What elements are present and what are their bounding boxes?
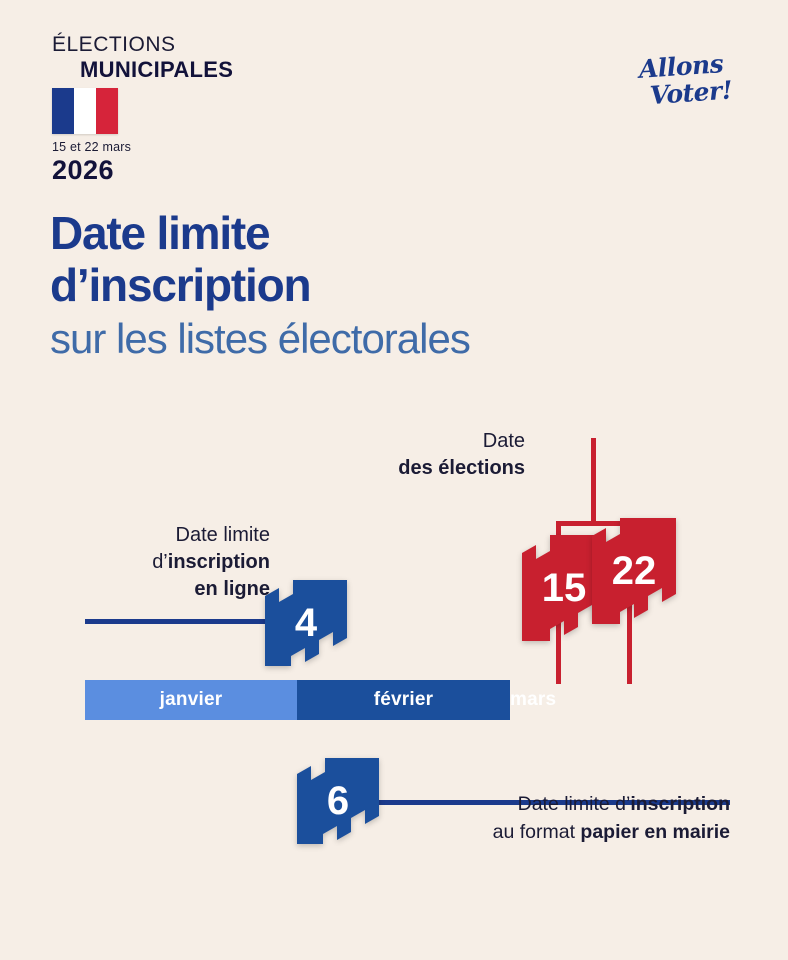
elections-logo [52, 34, 392, 186]
month-bar [85, 680, 730, 720]
callout-elections-line1: Date [482, 430, 525, 452]
marker-day-6: 6 [326, 779, 350, 823]
marker-badge-6 [297, 758, 379, 844]
title-line-3: sur les listes électorales [50, 314, 470, 362]
brand-municipales-label: MUNICIPALES [80, 57, 234, 83]
callout-online-connector [85, 619, 290, 624]
callout-online-line2-prefix: d’ [152, 551, 168, 573]
callout-elections-line2: des élections [398, 457, 525, 479]
marker-day-4: 4 [294, 601, 318, 645]
title-line-2: d’inscription [50, 258, 311, 311]
callout-online-label [70, 522, 270, 603]
marker-badge-4 [265, 580, 347, 666]
callout-online-line3-bold: en ligne [194, 578, 270, 600]
header [52, 34, 752, 184]
marker-day-15: 15 [541, 566, 587, 610]
page-title [50, 208, 750, 364]
flag-row [52, 88, 392, 134]
timeline-figure [0, 400, 788, 900]
marker-badge-22 [592, 518, 676, 624]
month-janvier: janvier [85, 680, 297, 720]
title-line-1: Date limite [50, 207, 270, 259]
brand-year-label: 2026 [52, 155, 115, 186]
callout-paper-line1-prefix: Date limite d’ [517, 793, 631, 815]
french-flag-icon [52, 88, 118, 134]
brand-dates-label: 15 et 22 mars [52, 140, 132, 155]
callout-paper-line2-prefix: au format [492, 821, 581, 844]
marker-day-22: 22 [611, 549, 657, 593]
slogan-line-1: Allons [637, 49, 725, 84]
callout-online-line2-bold: inscription [167, 551, 270, 573]
callout-elections-label [320, 428, 525, 482]
allons-voter-logo [616, 49, 746, 111]
callout-online-line1: Date limite [175, 524, 270, 546]
callout-paper-label [380, 790, 730, 847]
month-mars: mars [510, 689, 557, 710]
month-fevrier: février [297, 680, 510, 720]
callout-paper-line2-bold: papier en mairie [580, 821, 730, 844]
slogan-line-2: Voter! [648, 75, 734, 111]
callout-paper-line1-bold: inscription [630, 793, 730, 815]
brand-elections-label: ÉLECTIONS [52, 33, 176, 56]
